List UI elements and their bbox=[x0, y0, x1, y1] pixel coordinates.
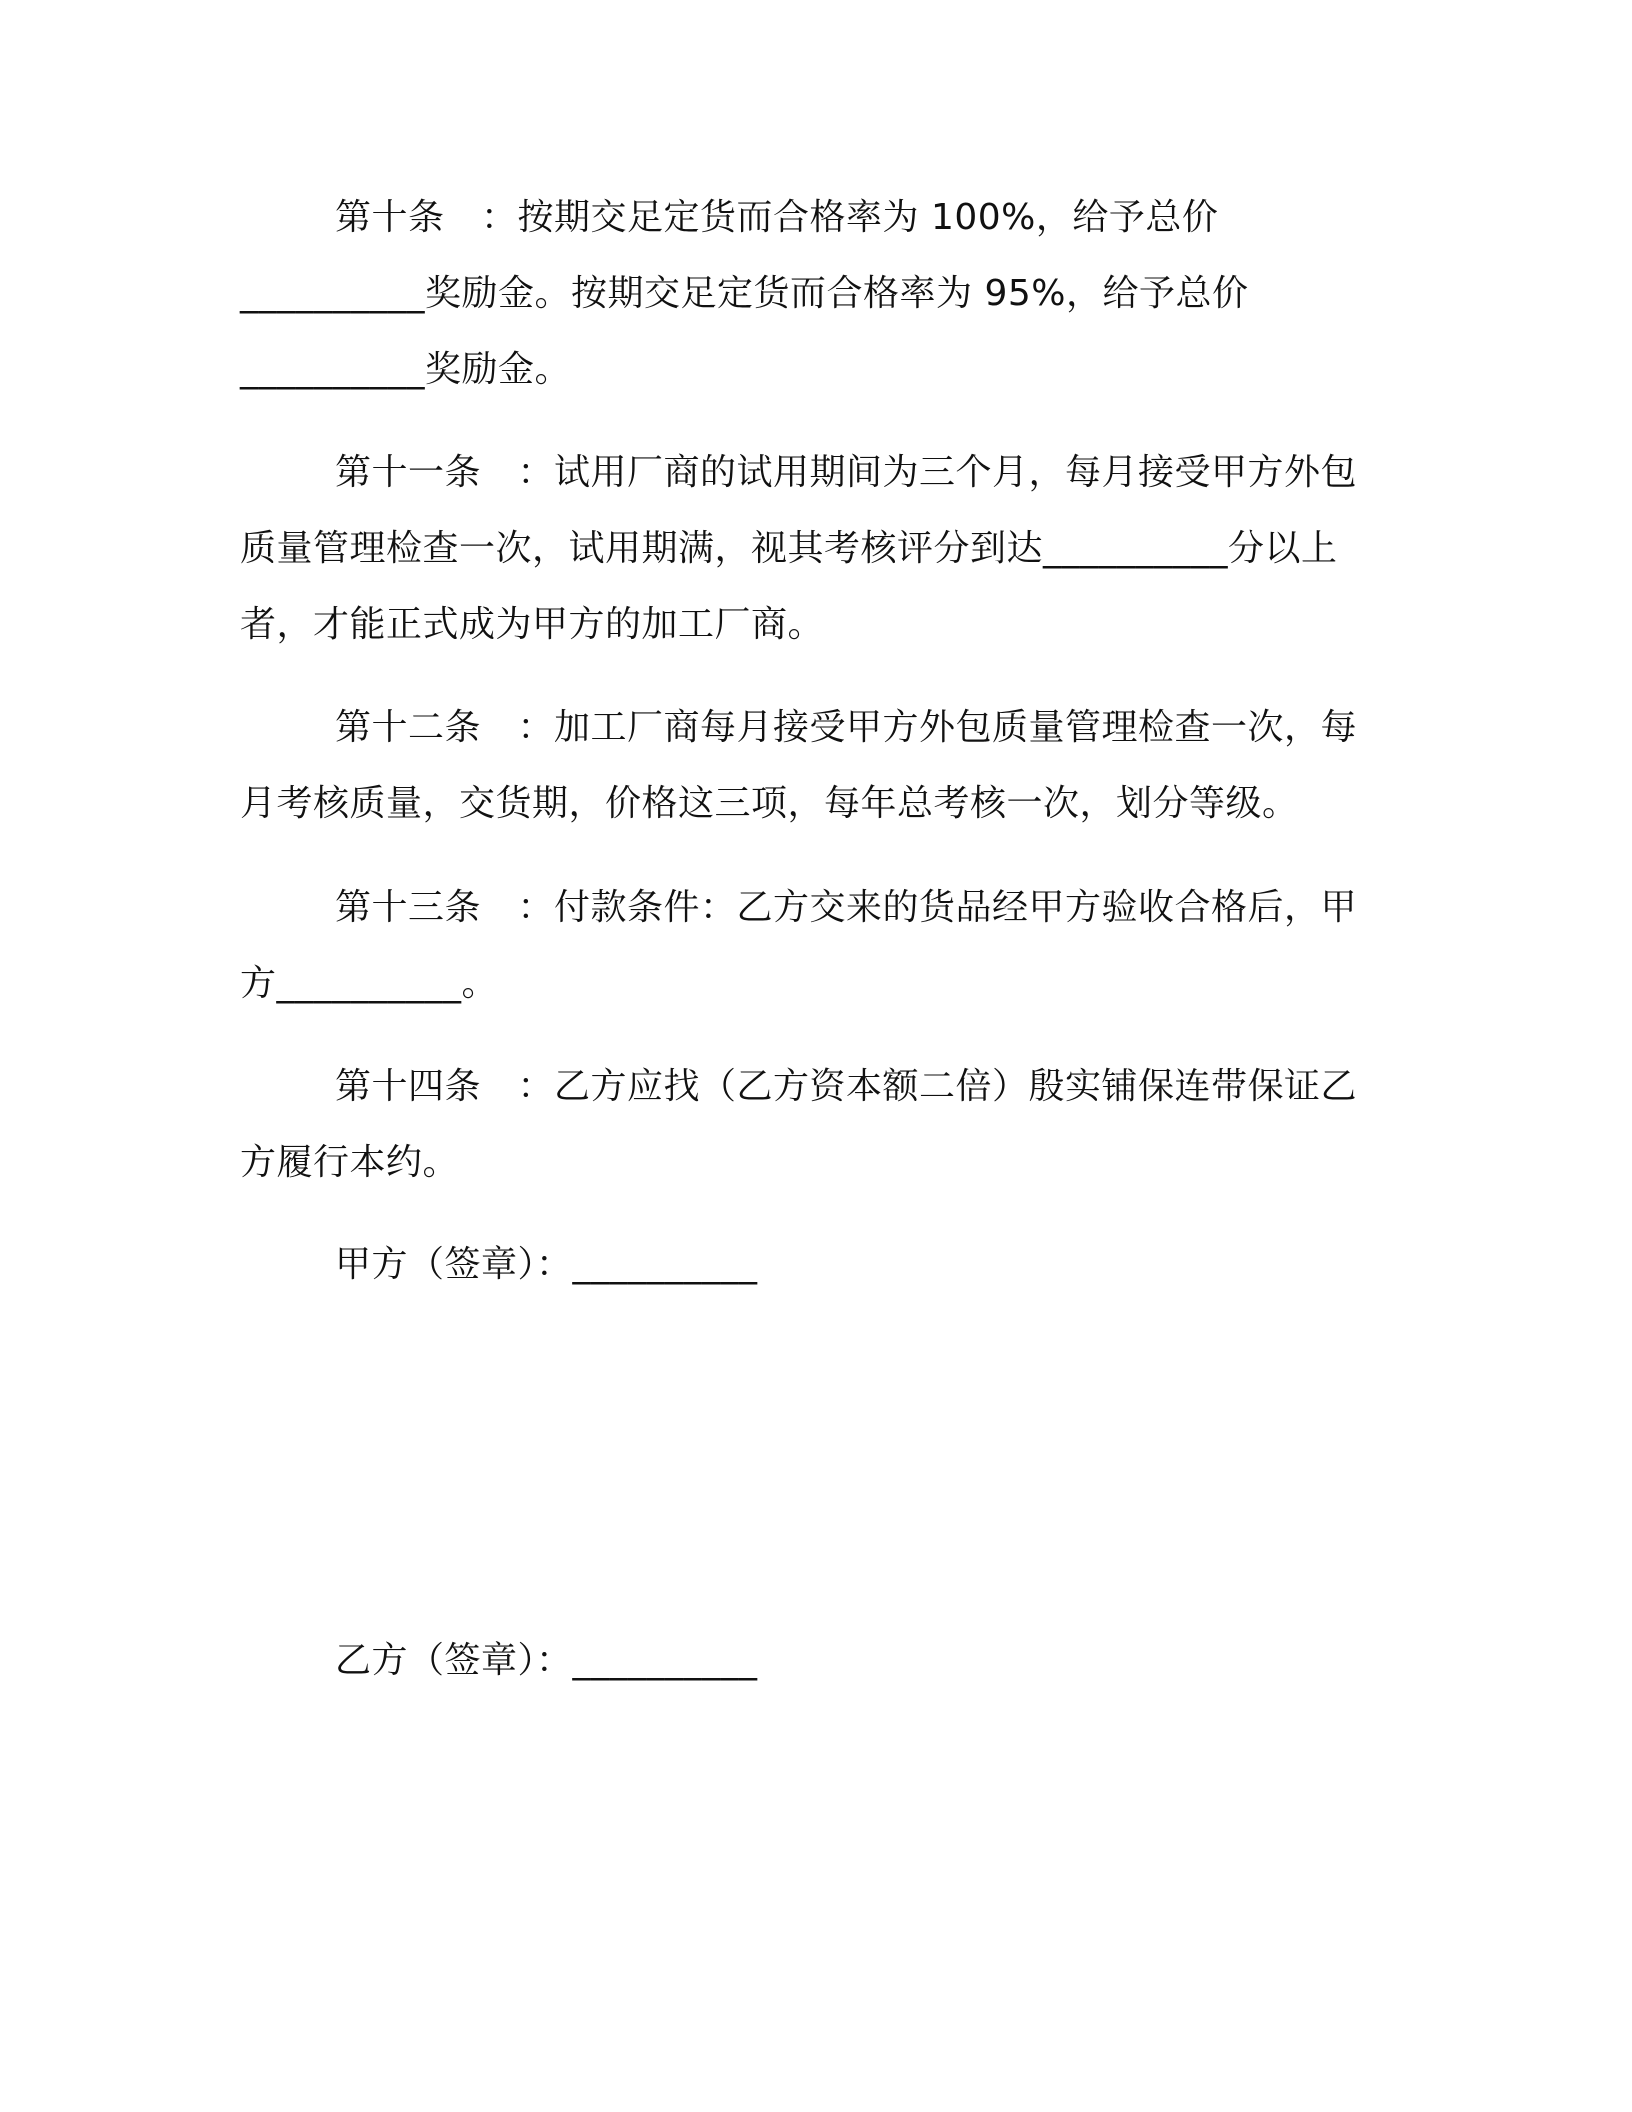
article-14-line-1: 第十四条 ：乙方应找（乙方资本额二倍）殷实铺保连带保证乙 bbox=[335, 1066, 1358, 1107]
article-14-line-2: 方履行本约。 bbox=[240, 1142, 460, 1183]
article-11-line-3: 者，才能正式成为甲方的加工厂商。 bbox=[240, 604, 825, 645]
article-12-line-1: 第十二条 ：加工厂商每月接受甲方外包质量管理检查一次，每 bbox=[335, 707, 1358, 748]
article-10-line-2: __________奖励金。按期交足定货而合格率为 95%，给予总价 bbox=[240, 273, 1249, 314]
article-11-line-1: 第十一条 ：试用厂商的试用期间为三个月，每月接受甲方外包 bbox=[335, 452, 1358, 493]
article-10-line-3: __________奖励金。 bbox=[240, 349, 572, 390]
article-13-line-1: 第十三条 ：付款条件：乙方交来的货品经甲方验收合格后，甲 bbox=[335, 887, 1358, 928]
article-13-line-2: 方__________。 bbox=[240, 963, 499, 1004]
article-11-line-2: 质量管理检查一次，试用期满，视其考核评分到达__________分以上 bbox=[240, 528, 1338, 569]
article-10-line-1: 第十条 ：按期交足定货而合格率为 100%，给予总价 bbox=[335, 197, 1219, 238]
article-12-line-2: 月考核质量，交货期，价格这三项，每年总考核一次，划分等级。 bbox=[240, 783, 1299, 824]
party-a-signature: 甲方（签章）：__________ bbox=[335, 1244, 758, 1285]
party-b-signature: 乙方（签章）：__________ bbox=[335, 1640, 758, 1681]
